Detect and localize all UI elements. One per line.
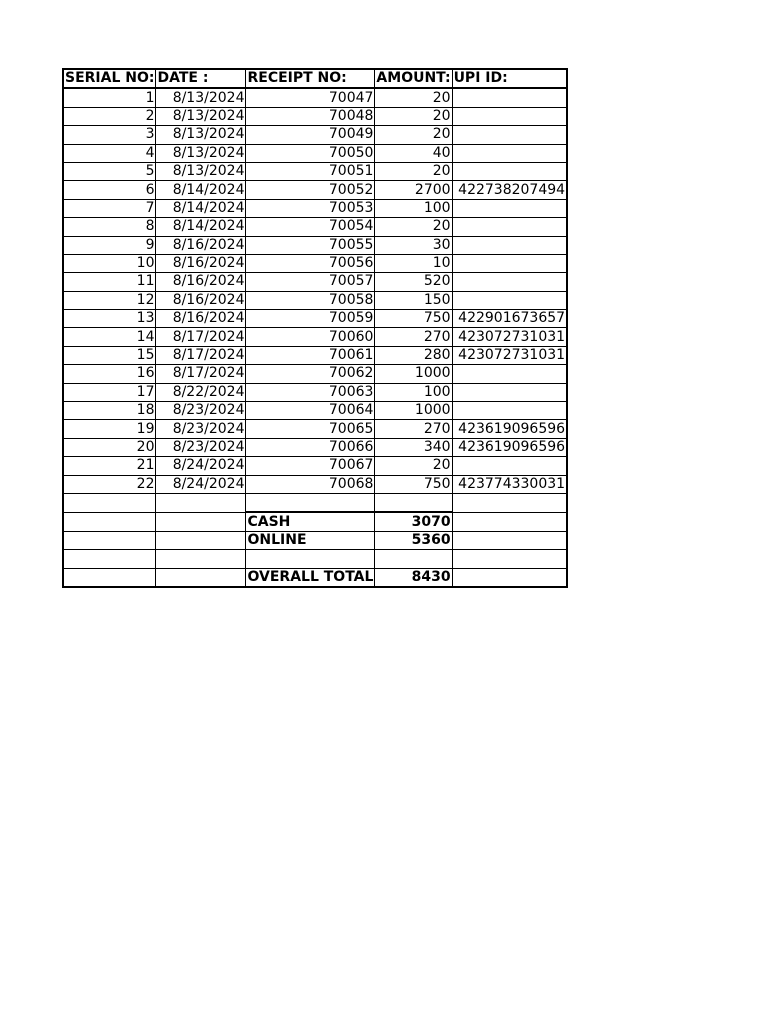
table-row [63, 254, 567, 272]
receipt-no-cell: 70047 [246, 88, 375, 107]
date-cell: 8/23/2024 [156, 420, 246, 438]
date-cell: 8/14/2024 [156, 218, 246, 236]
table-row [63, 438, 567, 456]
serial-no-cell: 22 [63, 475, 156, 493]
amount-cell: 340 [375, 438, 452, 456]
date-cell: 8/17/2024 [156, 328, 246, 346]
amount-cell: 1000 [375, 402, 452, 420]
date-cell: 8/23/2024 [156, 438, 246, 456]
receipt-no-cell: 70048 [246, 107, 375, 125]
table-row [63, 218, 567, 236]
date-cell: 8/13/2024 [156, 88, 246, 107]
date-cell: 8/14/2024 [156, 181, 246, 199]
serial-no-cell: 9 [63, 236, 156, 254]
amount-cell: 20 [375, 457, 452, 475]
amount-cell: 270 [375, 420, 452, 438]
amount-cell: 150 [375, 291, 452, 309]
serial-no-cell: 8 [63, 218, 156, 236]
cash-total-value: 3070 [375, 512, 452, 531]
upi-id-cell: 423774330031 [452, 475, 567, 493]
table-row [63, 273, 567, 291]
upi-id-cell: 423072731031 [452, 328, 567, 346]
empty-cell [63, 512, 156, 531]
table-row [63, 328, 567, 346]
amount-cell: 520 [375, 273, 452, 291]
date-cell: 8/16/2024 [156, 310, 246, 328]
date-cell: 8/24/2024 [156, 475, 246, 493]
empty-cell [246, 550, 375, 568]
online-summary-row [63, 531, 567, 549]
empty-cell [452, 493, 567, 512]
receipt-no-cell: 70049 [246, 126, 375, 144]
amount-cell: 750 [375, 310, 452, 328]
table-row [63, 365, 567, 383]
serial-no-cell: 3 [63, 126, 156, 144]
serial-no-cell: 15 [63, 346, 156, 364]
serial-no-cell: 5 [63, 162, 156, 180]
table-row [63, 126, 567, 144]
header-upi-id: UPI ID: [452, 69, 567, 88]
amount-cell: 2700 [375, 181, 452, 199]
date-cell: 8/16/2024 [156, 236, 246, 254]
date-cell: 8/17/2024 [156, 346, 246, 364]
receipts-table [62, 68, 568, 588]
serial-no-cell: 1 [63, 88, 156, 107]
upi-id-cell: 422738207494 [452, 181, 567, 199]
amount-cell: 30 [375, 236, 452, 254]
serial-no-cell: 20 [63, 438, 156, 456]
upi-id-cell [452, 236, 567, 254]
table-row [63, 475, 567, 493]
receipt-no-cell: 70051 [246, 162, 375, 180]
upi-id-cell [452, 254, 567, 272]
serial-no-cell: 21 [63, 457, 156, 475]
header-row [63, 69, 567, 88]
receipt-no-cell: 70057 [246, 273, 375, 291]
receipt-no-cell: 70062 [246, 365, 375, 383]
cash-summary-row [63, 512, 567, 531]
date-cell: 8/16/2024 [156, 273, 246, 291]
date-cell: 8/13/2024 [156, 144, 246, 162]
amount-cell: 40 [375, 144, 452, 162]
serial-no-cell: 11 [63, 273, 156, 291]
amount-cell: 20 [375, 162, 452, 180]
serial-no-cell: 19 [63, 420, 156, 438]
serial-no-cell: 17 [63, 383, 156, 401]
amount-cell: 20 [375, 107, 452, 125]
date-cell: 8/24/2024 [156, 457, 246, 475]
online-total-value: 5360 [375, 531, 452, 549]
table-row [63, 420, 567, 438]
upi-id-cell [452, 291, 567, 309]
upi-id-cell [452, 199, 567, 217]
amount-cell: 280 [375, 346, 452, 364]
upi-id-cell [452, 126, 567, 144]
upi-id-cell: 423619096596 [452, 420, 567, 438]
amount-cell: 100 [375, 383, 452, 401]
empty-cell [156, 531, 246, 549]
serial-no-cell: 13 [63, 310, 156, 328]
upi-id-cell [452, 402, 567, 420]
overall-total-value: 8430 [375, 568, 452, 587]
empty-cell [375, 550, 452, 568]
date-cell: 8/13/2024 [156, 126, 246, 144]
table-row [63, 310, 567, 328]
header-amount: AMOUNT: [375, 69, 452, 88]
receipt-no-cell: 70050 [246, 144, 375, 162]
table-row [63, 236, 567, 254]
serial-no-cell: 4 [63, 144, 156, 162]
header-serial-no: SERIAL NO: [63, 69, 156, 88]
serial-no-cell: 6 [63, 181, 156, 199]
empty-cell [452, 512, 567, 531]
empty-cell [63, 550, 156, 568]
receipt-no-cell: 70066 [246, 438, 375, 456]
empty-cell [246, 493, 375, 512]
upi-id-cell [452, 457, 567, 475]
empty-cell [156, 550, 246, 568]
upi-id-cell [452, 273, 567, 291]
upi-id-cell: 423619096596 [452, 438, 567, 456]
blank-row [63, 550, 567, 568]
date-cell: 8/17/2024 [156, 365, 246, 383]
cash-label: CASH [246, 512, 375, 531]
receipt-no-cell: 70060 [246, 328, 375, 346]
amount-cell: 1000 [375, 365, 452, 383]
table-row [63, 181, 567, 199]
upi-id-cell: 423072731031 [452, 346, 567, 364]
serial-no-cell: 7 [63, 199, 156, 217]
upi-id-cell [452, 144, 567, 162]
upi-id-cell [452, 218, 567, 236]
upi-id-cell: 422901673657 [452, 310, 567, 328]
amount-cell: 20 [375, 88, 452, 107]
date-cell: 8/13/2024 [156, 107, 246, 125]
receipt-no-cell: 70053 [246, 199, 375, 217]
table-row [63, 88, 567, 107]
amount-cell: 750 [375, 475, 452, 493]
online-label: ONLINE [246, 531, 375, 549]
empty-cell [452, 550, 567, 568]
receipt-no-cell: 70052 [246, 181, 375, 199]
receipt-no-cell: 70061 [246, 346, 375, 364]
receipt-no-cell: 70055 [246, 236, 375, 254]
serial-no-cell: 2 [63, 107, 156, 125]
upi-id-cell [452, 365, 567, 383]
receipt-no-cell: 70059 [246, 310, 375, 328]
overall-total-row [63, 568, 567, 587]
table-row [63, 162, 567, 180]
table-row [63, 107, 567, 125]
receipt-no-cell: 70058 [246, 291, 375, 309]
table-row [63, 402, 567, 420]
serial-no-cell: 18 [63, 402, 156, 420]
receipt-no-cell: 70056 [246, 254, 375, 272]
date-cell: 8/16/2024 [156, 254, 246, 272]
date-cell: 8/22/2024 [156, 383, 246, 401]
amount-cell: 20 [375, 218, 452, 236]
empty-cell [63, 531, 156, 549]
upi-id-cell [452, 88, 567, 107]
table-row [63, 291, 567, 309]
overall-total-label: OVERALL TOTAL [246, 568, 375, 587]
empty-cell [156, 568, 246, 587]
table-row [63, 457, 567, 475]
serial-no-cell: 16 [63, 365, 156, 383]
header-date: DATE : [156, 69, 246, 88]
receipt-no-cell: 70064 [246, 402, 375, 420]
serial-no-cell: 10 [63, 254, 156, 272]
upi-id-cell [452, 107, 567, 125]
date-cell: 8/23/2024 [156, 402, 246, 420]
upi-id-cell [452, 162, 567, 180]
receipt-no-cell: 70065 [246, 420, 375, 438]
date-cell: 8/16/2024 [156, 291, 246, 309]
table-row [63, 144, 567, 162]
empty-cell [375, 493, 452, 512]
empty-cell [63, 493, 156, 512]
table-row [63, 346, 567, 364]
empty-cell [63, 568, 156, 587]
serial-no-cell: 12 [63, 291, 156, 309]
header-receipt-no: RECEIPT NO: [246, 69, 375, 88]
amount-cell: 20 [375, 126, 452, 144]
table-row [63, 199, 567, 217]
date-cell: 8/14/2024 [156, 199, 246, 217]
receipt-no-cell: 70068 [246, 475, 375, 493]
serial-no-cell: 14 [63, 328, 156, 346]
receipt-no-cell: 70067 [246, 457, 375, 475]
amount-cell: 10 [375, 254, 452, 272]
empty-cell [452, 568, 567, 587]
amount-cell: 100 [375, 199, 452, 217]
amount-cell: 270 [375, 328, 452, 346]
empty-cell [156, 512, 246, 531]
date-cell: 8/13/2024 [156, 162, 246, 180]
receipt-no-cell: 70063 [246, 383, 375, 401]
upi-id-cell [452, 383, 567, 401]
empty-cell [156, 493, 246, 512]
empty-cell [452, 531, 567, 549]
table-row [63, 383, 567, 401]
blank-row [63, 493, 567, 512]
receipt-no-cell: 70054 [246, 218, 375, 236]
